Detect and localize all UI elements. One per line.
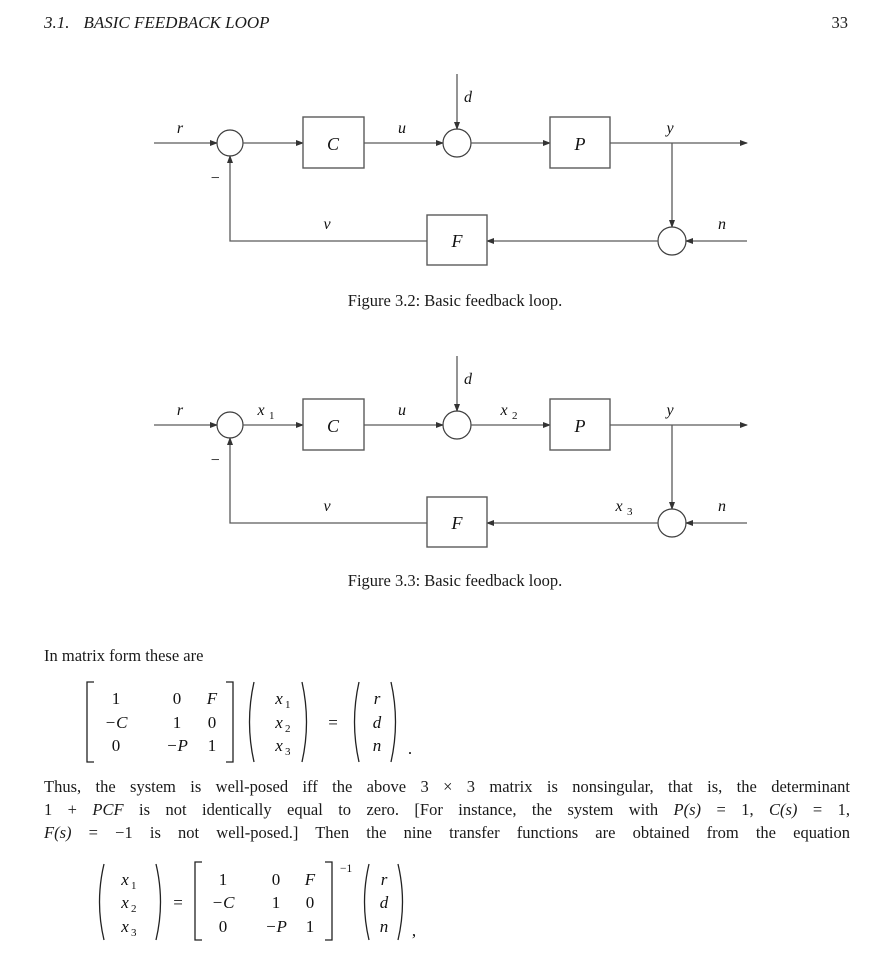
- equals-sign: =: [173, 893, 183, 912]
- matrix-cell: 1: [111, 689, 121, 708]
- matrix-cell: 0: [218, 917, 228, 936]
- block-C-label: C: [326, 416, 340, 436]
- block-P-label: P: [574, 134, 586, 154]
- body-paragraph: [44, 775, 850, 845]
- left-paren: [365, 864, 370, 940]
- section-number: 3.1.: [44, 13, 70, 32]
- signal-x2-subscript: 2: [512, 410, 518, 422]
- block-C-label: C: [326, 134, 340, 154]
- matrix-cell: 1: [218, 870, 228, 889]
- matrix-cell: 0: [305, 893, 315, 912]
- rhs-entry: n: [379, 917, 389, 936]
- right-square-bracket: [226, 682, 233, 762]
- signal-x2-base: x: [500, 402, 508, 419]
- matrix-cell: −C: [211, 893, 235, 912]
- math-segment: C(s): [769, 800, 798, 820]
- vector-x-entry: x: [121, 917, 129, 936]
- matrix-equation-2: [90, 858, 430, 950]
- vector-x-subscript: 1: [285, 699, 291, 711]
- signal-u: u: [398, 120, 406, 137]
- right-square-bracket: [325, 862, 332, 940]
- rhs-entry: d: [372, 713, 382, 732]
- rhs-entry: r: [380, 870, 388, 889]
- minus-sign: −: [209, 170, 221, 187]
- signal-n: n: [718, 216, 726, 233]
- vector-x-entry: x: [121, 893, 129, 912]
- right-paren: [156, 864, 161, 940]
- figure-3-2-diagram: [140, 62, 760, 280]
- text-segment: = 1,: [797, 800, 850, 820]
- text-segment: = 1,: [701, 800, 770, 820]
- matrix-cell: 1: [271, 893, 281, 912]
- rhs-entry: n: [372, 736, 382, 755]
- matrix-cell: −C: [104, 713, 128, 732]
- matrix-cell: F: [206, 689, 218, 708]
- signal-r: r: [176, 120, 184, 137]
- matrix-cell: 0: [111, 736, 121, 755]
- section-title: BASIC FEEDBACK LOOP: [83, 13, 270, 32]
- signal-x1-subscript: 1: [269, 410, 275, 422]
- vector-x-entry: x: [121, 870, 129, 889]
- matrix-cell: 1: [305, 917, 315, 936]
- paragraph-line-1: [44, 775, 850, 798]
- rhs-entry: d: [379, 893, 389, 912]
- math-segment: P(s): [673, 800, 702, 820]
- signal-x1-base: x: [257, 402, 265, 419]
- summing-junction-3: [658, 509, 686, 537]
- vector-x-subscript: 2: [285, 723, 291, 735]
- signal-u: u: [398, 402, 406, 419]
- right-paren: [391, 682, 396, 762]
- matrix-cell: −P: [166, 736, 188, 755]
- vector-x-subscript: 3: [131, 927, 137, 939]
- block-F-label: F: [451, 231, 463, 251]
- signal-x3-base: x: [615, 498, 623, 515]
- matrix-cell: F: [304, 870, 316, 889]
- vector-x-entry: x: [275, 689, 283, 708]
- vector-x-subscript: 1: [131, 880, 137, 892]
- equals-sign: =: [328, 713, 338, 732]
- signal-y: y: [666, 402, 674, 419]
- left-square-bracket: [87, 682, 94, 762]
- math-segment: PCF: [92, 800, 124, 820]
- vector-x-entry: x: [275, 713, 283, 732]
- signal-r: r: [176, 402, 184, 419]
- left-square-bracket: [195, 862, 202, 940]
- text-segment: = −1 is not well-posed.] Then the nine transfer functions are obtained from the equation: [71, 823, 850, 843]
- matrix-cell: 0: [172, 689, 182, 708]
- signal-v: v: [323, 498, 331, 515]
- vector-x-subscript: 2: [131, 903, 137, 915]
- block-F-label: F: [451, 513, 463, 533]
- left-paren: [100, 864, 105, 940]
- left-paren: [250, 682, 255, 762]
- vector-x-entry: x: [275, 736, 283, 755]
- matrix-cell: 1: [172, 713, 182, 732]
- math-segment: F(s): [44, 823, 72, 843]
- paragraph-line-3: [44, 821, 850, 844]
- minus-sign: −: [209, 452, 221, 469]
- text-segment: Thus, the system is well-posed iff the above 3 × 3 matrix is nonsingular, that is, the determinant: [44, 777, 850, 796]
- matrix-cell: 0: [271, 870, 281, 889]
- figure-3-3-diagram: [140, 344, 760, 562]
- summing-junction-3: [658, 227, 686, 255]
- left-paren: [355, 682, 360, 762]
- matrix-cell: 1: [207, 736, 217, 755]
- paragraph-line-2: [44, 798, 850, 821]
- summing-junction-1: [217, 130, 243, 156]
- right-paren: [398, 864, 403, 940]
- signal-x3-subscript: 3: [627, 506, 633, 518]
- rhs-entry: r: [373, 689, 381, 708]
- intro-text: In matrix form these are: [44, 646, 204, 665]
- figure-3-3-caption: Figure 3.3: Basic feedback loop.: [347, 571, 563, 590]
- matrix-cell: 0: [207, 713, 217, 732]
- figure-3-2-caption: Figure 3.2: Basic feedback loop.: [347, 291, 563, 310]
- summing-junction-2: [443, 411, 471, 439]
- text-segment: is not identically equal to zero. [For instance, the system with: [123, 800, 674, 820]
- signal-d: d: [464, 371, 472, 388]
- punctuation: .: [407, 739, 413, 758]
- signal-d: d: [464, 89, 472, 106]
- summing-junction-2: [443, 129, 471, 157]
- signal-n: n: [718, 498, 726, 515]
- text-segment: 1 +: [44, 800, 93, 820]
- summing-junction-1: [217, 412, 243, 438]
- inverse-exponent: −1: [340, 863, 353, 875]
- matrix-cell: −P: [265, 917, 287, 936]
- block-P-label: P: [574, 416, 586, 436]
- punctuation: ,: [411, 921, 417, 940]
- signal-y: y: [666, 120, 674, 137]
- signal-v: v: [323, 216, 331, 233]
- matrix-equation-1: [80, 676, 430, 771]
- vector-x-subscript: 3: [285, 746, 291, 758]
- right-paren: [302, 682, 307, 762]
- page-number: 33: [831, 13, 848, 32]
